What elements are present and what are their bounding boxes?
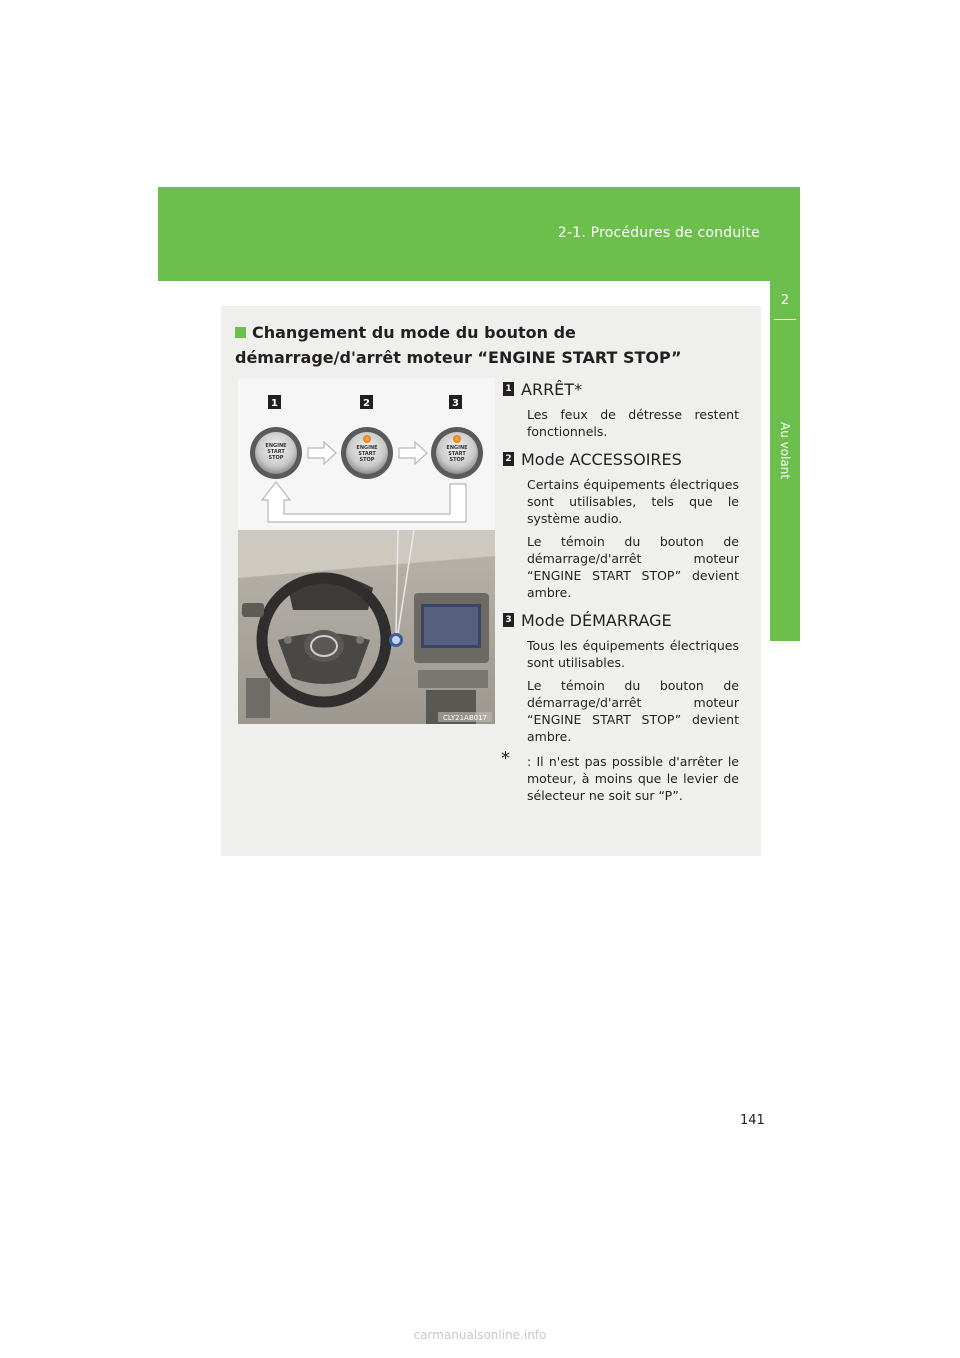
mode-item-off [507,378,739,440]
mode-number-badge: 3 [503,613,514,627]
footnote [501,748,739,804]
button-3-text-start: START [448,451,466,457]
step-label-1-text: 1 [271,398,278,409]
mode-item-ignition [507,609,739,745]
chapter-number: 2 [780,293,790,308]
step-label-2-text: 2 [363,398,370,409]
step-label-3 [449,395,462,409]
chapter-label: Au volant [778,422,792,480]
dashboard-illustration [238,378,495,724]
engine-button-1 [250,427,302,479]
mode-item-accessory [507,448,739,601]
mode-title: Mode ACCESSOIRES [521,449,682,469]
amber-indicator-icon [453,435,461,443]
button-2-text-start: START [358,451,376,457]
page-number: 141 [740,1113,765,1128]
section-title-text: Changement du mode du bouton de démarrage/d'arrêt moteur “ENGINE START STOP” [235,323,682,367]
mode-list [501,378,739,804]
button-1-text-stop: STOP [268,455,284,461]
chapter-divider [774,319,796,320]
button-1-text-engine: ENGINE [265,443,287,449]
mode-title: Mode DÉMARRAGE [521,610,672,630]
footnote-mark: * [501,748,510,769]
section-header: 2-1. Procédures de conduite [557,225,760,241]
bullet-square-icon [235,327,246,338]
step-label-3-text: 3 [452,398,459,409]
dashboard-svg [238,378,495,724]
amber-indicator-icon [363,435,371,443]
header-band [158,187,800,281]
watermark: carmanualsonline.info [413,1328,547,1342]
button-2-text-stop: STOP [359,457,375,463]
mode-description: Tous les équipements électriques sont utilisables. [527,638,739,670]
button-3-text-stop: STOP [449,457,465,463]
image-code: CLY21AB017 [443,714,487,722]
button-1-text-start: START [267,449,285,455]
button-2-text-engine: ENGINE [356,445,378,451]
content-box [221,306,761,856]
mode-number-badge: 2 [503,452,514,466]
mode-description: Le témoin du bouton de démarrage/d'arrêt moteur “ENGINE START STOP” devient ambre. [527,678,739,744]
air-vent [242,603,264,617]
lower-panel [246,678,270,718]
mode-description: Le témoin du bouton de démarrage/d'arrêt moteur “ENGINE START STOP” devient ambre. [527,534,739,600]
footnote-text: : Il n'est pas possible d'arrêter le moteur, à moins que le levier de sélecteur ne soit sur “P”. [527,754,739,803]
section-title [235,320,745,370]
mode-title: ARRÊT* [521,379,583,399]
dash-start-button [389,633,403,647]
engine-button-2 [341,427,393,479]
button-3-text-engine: ENGINE [446,445,468,451]
step-label-1 [268,395,281,409]
engine-button-3 [431,427,483,479]
mode-description: Les feux de détresse restent fonctionnels. [527,407,739,439]
mode-description: Certains équipements électriques sont utilisables, tels que le système audio. [527,477,739,526]
mode-number-badge: 1 [503,382,514,396]
step-label-2 [360,395,373,409]
chapter-tab [770,281,800,641]
